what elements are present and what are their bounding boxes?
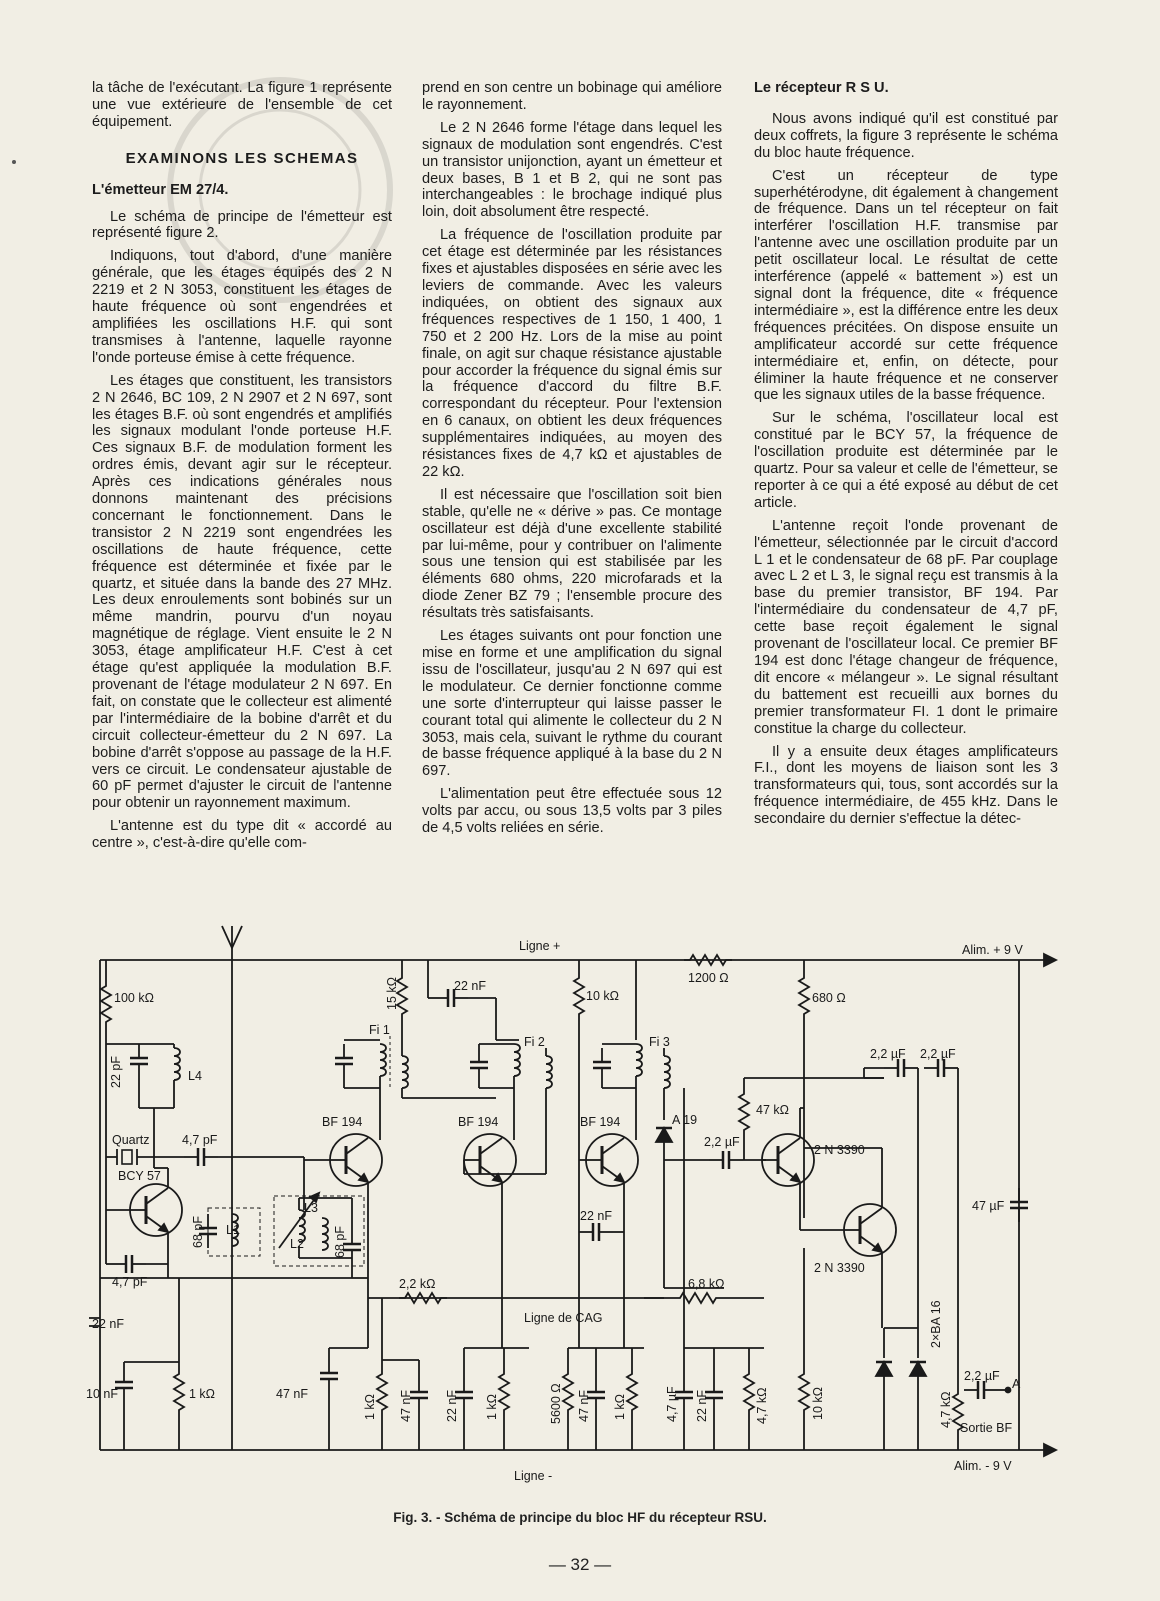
paragraph: Le 2 N 2646 forme l'étage dans lequel les signaux de modulation sont engendrés. C'est un transistor unijonction, ayant un émetteur et deux bases, B 1 et B 2, qui ne sont pas interchangeables : le brochage indiqué plus loin, doit absolument être respecté. [422,119,722,221]
label-ligne-plus: Ligne + [519,939,561,953]
label-fi2: Fi 2 [524,1035,545,1049]
label-sortie-bf: Sortie BF [960,1421,1013,1435]
paragraph: la tâche de l'exécutant. La figure 1 représente une vue extérieure de l'ensemble de cet équipement. [92,80,392,130]
label-c-22nf-left: 22 nF [92,1317,124,1331]
label-r-1k-2: 1 kΩ [363,1393,377,1420]
paragraph: Les étages suivants ont pour fonction une mise en forme et une amplification du signal issu de l'oscillateur, jusqu'au 2 N 697 qui est le modulateur. Ce dernier fonctionne comme une sorte d'interrupteur qui laisse passer le courant total qui alimente le collecteur du 2 N 3053, mais cela, suivant le rythme du courant de basse fréquence appliqué à la base du 2 N 697. [422,628,722,780]
label-alim-minus: Alim. - 9 V [954,1459,1012,1473]
paragraph: L'antenne est du type dit « accordé au centre », c'est-à-dire qu'elle com- [92,818,392,852]
label-d-ba16: 2×BA 16 [929,1300,943,1348]
paragraph: prend en son centre un bobinage qui améliore le rayonnement. [422,80,722,113]
label-l3: L3 [304,1201,318,1215]
label-ligne-minus: Ligne - [514,1469,553,1483]
label-ligne-cag: Ligne de CAG [524,1311,603,1325]
label-bf194-2: BF 194 [458,1115,499,1129]
label-bf194-3: BF 194 [580,1115,621,1129]
label-c-22nf-3: 22 nF [445,1390,459,1422]
label-c-4-7uf: 4,7 µF [665,1386,679,1422]
page-number: — 32 — [548,1555,612,1574]
label-r-47k: 47 kΩ [756,1103,789,1117]
antenna-icon [222,926,242,960]
label-r-10k-b: 10 kΩ [811,1387,825,1420]
paragraph: Indiquons, tout d'abord, d'une manière générale, que les étages équipés des 2 N 2219 et 2 N 3053, constituent les étages de haute fréquence où sont engendrées et amplifiées les oscillations H.F. qui sont transmises à l'antenne, laquelle rayonne l'onde porteuse émise à cette fréquence. [92,248,392,366]
label-r-10k: 10 kΩ [586,989,619,1003]
paragraph: L'antenne reçoit l'onde provenant de l'émetteur, sélectionnée par le circuit d'accord L 1 et le condensateur de 68 pF. Par couplage avec L 2 et L 3, le signal reçu est transmis à la base du premier transistor, BF 194. Par l'intermédiaire du condensateur de 4,7 pF, cette base reçoit également le signal provenant de l'oscillateur local. Ce premier BF 194 est donc l'étage changeur de fréquence, dit encore « mélangeur ». Le signal résultant du battement est recueilli aux bornes du premier transformateur FI. 1 dont le primaire constitue la charge du collecteur. [754,517,1058,737]
label-c-2-2uf-c: 2,2 µF [920,1047,956,1061]
paragraph: Il y a ensuite deux étages amplificateurs F.I., dont les moyens de liaison sont les 3 transformateurs qui, tous, sont accordés sur la fréquence intermédiaire, de 455 kHz. Dans le secondaire du dernier s'effectue la détec- [754,743,1058,828]
label-r-15k: 15 kΩ [385,977,399,1010]
label-c-22nf-4: 22 nF [695,1390,709,1422]
subheading-emetteur: L'émetteur EM 27/4. [92,181,229,198]
label-c-22nf-mid: 22 nF [580,1209,612,1223]
label-c-2-2uf-d: 2,2 µF [964,1369,1000,1383]
label-bf194-1: BF 194 [322,1115,363,1129]
label-c-47uf: 47 µF [972,1199,1005,1213]
column-3 [754,80,1058,834]
label-c-2-2uf-b: 2,2 µF [870,1047,906,1061]
paragraph: Les étages que constituent, les transistors 2 N 2646, BC 109, 2 N 2907 et 2 N 697, sont les étages B.F. où sont engendrés et amplifiés les signaux modulant l'onde porteuse H.F. Ces signaux B.F. de modulation forment les ordres émis, devant agir sur le récepteur. Après ces indications générales nous donnons maintenant des précisions concernant le fonctionnement. Dans le transistor 2 N 2219 sont engendrées les oscillations de haute fréquence, cette fréquence est déterminée et fixée par le quartz, et située dans la bande des 27 MHz. Les deux enroulements sont bobinés sur un même mandrin, pourvu d'un noyau magnétique de réglage. Vient ensuite le 2 N 3053, étage amplificateur H.F. C'est à cet étage qu'est appliquée la modulation B.F. provenant de l'étage modulateur 2 N 697. En fait, on constate que le collecteur est alimenté par l'intermédiaire de la bobine d'arrêt et du circuit collecteur-émetteur du 2 N 697. La bobine d'arrêt s'oppose au passage de la H.F. vers ce circuit. Le condensateur ajustable de 60 pF permet d'ajuster le circuit de l'antenne pour obtenir un rayonnement maximum. [92,372,392,812]
label-quartz: Quartz [112,1133,150,1147]
label-r-4-7k-a: 4,7 kΩ [755,1387,769,1424]
label-fi1: Fi 1 [369,1023,390,1037]
label-r-2-2k: 2,2 kΩ [399,1277,436,1291]
column-2 [422,80,722,843]
label-c-10nf: 10 nF [86,1387,118,1401]
paragraph: C'est un récepteur de type superhétérodyne, dit également à changement de fréquence. Dans un tel récepteur on fait interférer l'oscillation H.F. transmise par l'antenne avec une oscillation produite par un petit oscillateur local. Le résultat de cette interférence (appelé « battement ») est un signal dont la fréquence, dite « fréquence intermédiaire », est la différence entre les deux fréquences précitées. On dispose ensuite un amplificateur accordé sur cette fréquence intermédiaire et, enfin, on détecte, pour éliminer la haute fréquence et ne conserver que les signaux utiles de la basse fréquence. [754,167,1058,404]
label-a19: A 19 [672,1113,698,1127]
label-r-100k: 100 kΩ [114,991,154,1005]
label-bcy57: BCY 57 [118,1169,161,1183]
label-r-5600: 5600 Ω [549,1383,563,1424]
label-2n3390-1: 2 N 3390 [814,1143,865,1157]
figure-caption: Fig. 3. - Schéma de principe du bloc HF du récepteur RSU. [393,1510,767,1525]
label-fi3: Fi 3 [649,1035,670,1049]
label-out-a: A [1012,1377,1021,1391]
label-alim-plus: Alim. + 9 V [962,943,1023,957]
label-c-2-2uf-a: 2,2 µF [704,1135,740,1149]
paragraph: Nous avons indiqué qu'il est constitué par deux coffrets, la figure 3 représente le schéma du bloc haute fréquence. [754,110,1058,161]
label-r-4-7k-b: 4,7 kΩ [939,1391,953,1428]
label-c-22pf: 22 pF [109,1056,123,1088]
label-c-47nf-1: 47 nF [276,1387,308,1401]
label-r-1k-3: 1 kΩ [485,1393,499,1420]
paragraph: Il est nécessaire que l'oscillation soit bien stable, qu'elle ne « dérive » pas. Ce montage oscillateur est déjà d'une excellente stabilité par lui-même, pour y contribuer on l'alimente sous une tension qui est stabilisée par les éléments 680 ohms, 220 microfarads et la diode Zener BZ 79 ; l'ensemble procure des résultats très satisfaisants. [422,486,722,622]
label-r-6-8k: 6,8 kΩ [688,1277,725,1291]
label-l1: L1 [226,1223,240,1237]
label-c-68pf-l1: 68 pF [191,1216,205,1248]
label-r-1k-4: 1 kΩ [613,1393,627,1420]
subheading-recepteur: Le récepteur R S U. [754,80,889,96]
label-c-47nf-2: 47 nF [399,1390,413,1422]
margin-dot [12,160,16,164]
label-c-4-7pf-bot: 4,7 pF [112,1275,148,1289]
label-c-22nf-top: 22 nF [454,979,486,993]
section-heading-schemas: EXAMINONS LES SCHEMAS [125,149,359,167]
label-r-1k-left: 1 kΩ [189,1387,216,1401]
label-c-4-7pf-top: 4,7 pF [182,1133,218,1147]
label-r-680: 680 Ω [812,991,846,1005]
paragraph: La fréquence de l'oscillation produite par cet étage est déterminée par les résistances fixes et ajustables disposées en série avec les leviers de commande. Avec les valeurs indiquées, on obtient des signaux aux fréquences respectives de 1 150, 1 400, 1 750 et 2 200 Hz. Lors de la mise au point finale, on agit sur chaque résistance ajustable pour accorder la fréquence du signal émis sur la fréquence d'accord du filtre B.F. correspondant du récepteur. Pour l'extension en 6 canaux, on obtient les deux fréquences supplémentaires indiquées, au moyen des résistances fixes de 4,7 kΩ et ajustables de 22 kΩ. [422,227,722,480]
label-l2: L2 [290,1237,304,1251]
label-l4: L4 [188,1069,202,1083]
label-c-47nf-3: 47 nF [577,1390,591,1422]
label-c-68pf-l2: 68 pF [333,1226,347,1258]
paragraph: Sur le schéma, l'oscillateur local est constitué par le BCY 57, la fréquence de l'oscillation produite est déterminée par le quartz. Pour sa valeur et celle de l'émetteur, se reporter à ce qui a été exposé au début de cet article. [754,410,1058,511]
label-2n3390-2: 2 N 3390 [814,1261,865,1275]
circuit-schematic [84,939,1074,1493]
column-1 [92,80,392,858]
paragraph: Le schéma de principe de l'émetteur est représenté figure 2. [92,208,392,242]
paragraph: L'alimentation peut être effectuée sous 12 volts par accu, ou sous 13,5 volts par 3 piles de 4,5 volts reliées en série. [422,786,722,837]
label-r-1200: 1200 Ω [688,971,729,985]
